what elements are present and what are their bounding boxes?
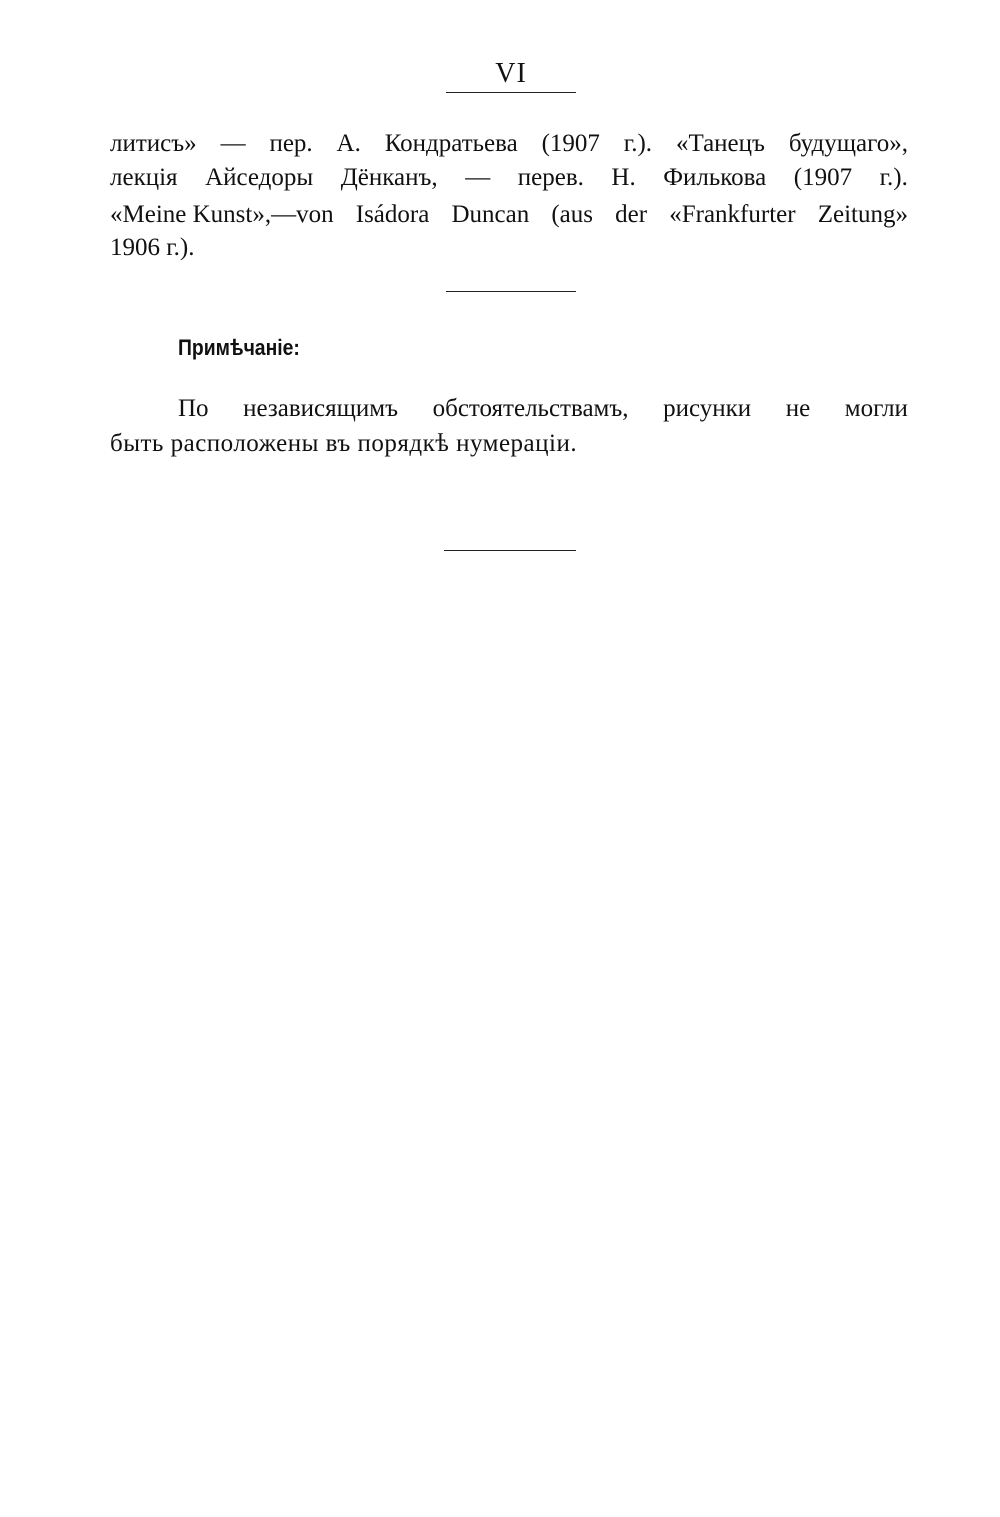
word: обстоятельствамъ, — [432, 395, 629, 422]
word: Айседоры — [205, 164, 314, 191]
paragraph-line — [110, 232, 908, 264]
word: лекція — [110, 164, 178, 191]
word: г.). — [879, 164, 908, 191]
end-rule — [444, 550, 576, 551]
paragraph-line — [110, 128, 908, 160]
word: будущаго», — [788, 130, 908, 157]
page-number: VI — [495, 58, 527, 89]
word: (aus — [551, 201, 594, 228]
note-line: быть расположены въ порядкѣ нумераціи. — [110, 430, 578, 457]
section-rule — [446, 291, 576, 292]
word: — — [465, 164, 491, 191]
word: не — [785, 395, 811, 422]
paragraph-line — [110, 162, 908, 194]
word: Isádora — [355, 201, 430, 228]
note-heading: Примѣчаніе: — [178, 335, 300, 360]
word-group: 1906 г.). — [110, 234, 195, 261]
word: литисъ» — [110, 130, 197, 157]
note-line — [178, 393, 908, 425]
word: Филькова — [663, 164, 767, 191]
word: могли — [844, 395, 908, 422]
paragraph-line — [110, 199, 908, 231]
word: «Frankfurter — [669, 201, 796, 228]
header-rule — [446, 92, 576, 93]
word: пер. — [269, 130, 313, 157]
word: Кондратьева — [384, 130, 518, 157]
word: (1907 — [793, 164, 853, 191]
word: — — [220, 130, 246, 157]
word: Duncan — [451, 201, 530, 228]
word: рисунки — [663, 395, 752, 422]
word: перев. — [517, 164, 584, 191]
word: Н. — [611, 164, 636, 191]
word: (1907 — [541, 130, 600, 157]
word: «Танецъ — [675, 130, 765, 157]
word: Дёнканъ, — [340, 164, 438, 191]
word: г.). — [623, 130, 653, 157]
word: «Meine Kunst»,—von — [110, 201, 334, 228]
word: der — [615, 201, 648, 228]
word: А. — [336, 130, 361, 157]
word: По — [178, 395, 209, 422]
word: Zeitung» — [817, 201, 908, 228]
word: независящимъ — [243, 395, 399, 422]
